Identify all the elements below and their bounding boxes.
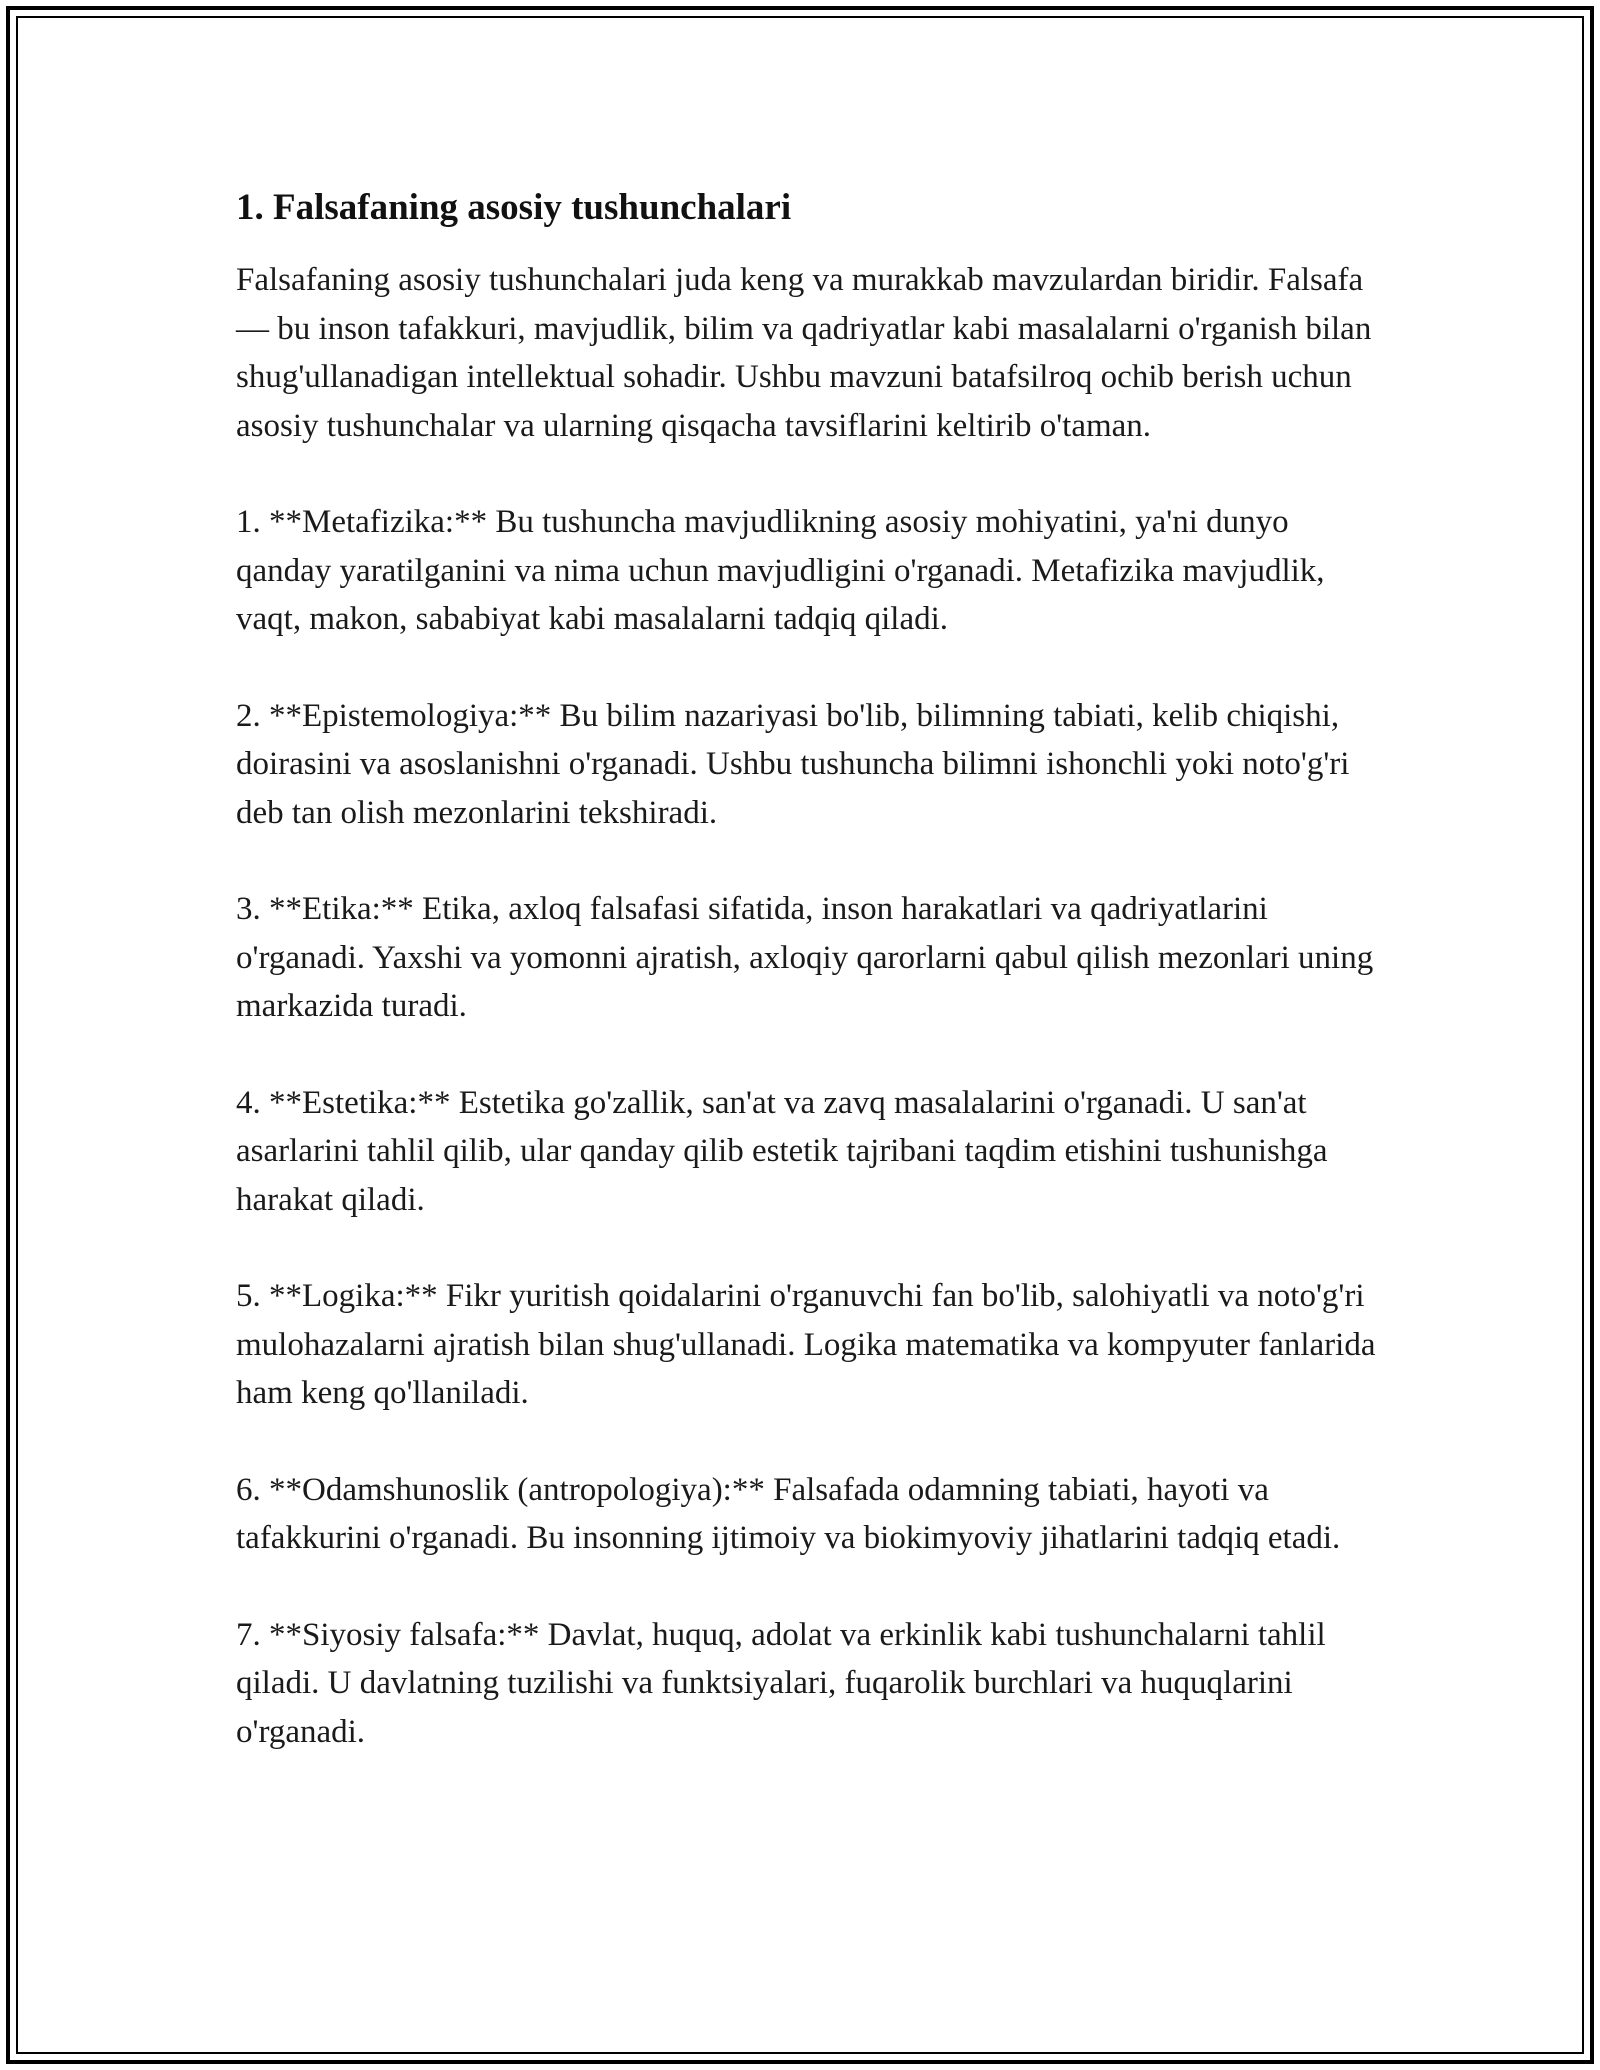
section-heading: 1. Falsafaning asosiy tushunchalari (236, 187, 792, 228)
intro-paragraph: Falsafaning asosiy tushunchalari juda keng va murakkab mavzulardan biridir. Falsafa — bu inson tafakkuri, mavjudlik, bilim va qadriyatlar kabi masalalarni o'rganish bilan shug'ullanadigan intellektual sohadir. Ushbu mavzuni batafsilroq ochib berish uchun asosiy tushunchalar va ularning qisqacha tavsiflarini keltirib o'taman. (236, 262, 1372, 444)
list-item-siyosiy-falsafa: 7. **Siyosiy falsafa:** Davlat, huquq, adolat va erkinlik kabi tushunchalarni tahlil qiladi. U davlatning tuzilishi va funktsiyalari, fuqarolik burchlari va huquqlarini o'rganadi. (236, 1616, 1326, 1750)
list-item-logika: 5. **Logika:** Fikr yuritish qoidalarini o'rganuvchi fan bo'lib, salohiyatli va noto'g'ri mulohazalarni ajratish bilan shug'ullanadi. Logika matematika va kompyuter fanlarida ham keng qo'llaniladi. (236, 1278, 1376, 1412)
list-item-metafizika: 1. **Metafizika:** Bu tushuncha mavjudlikning asosiy mohiyatini, ya'ni dunyo qanday yaratilganini va nima uchun mavjudligini o'rganadi. Metafizika mavjudlik, vaqt, makon, sababiyat kabi masalalarni tadqiq qiladi. (236, 504, 1325, 638)
list-item-odamshunoslik: 6. **Odamshunoslik (antropologiya):** Falsafada odamning tabiati, hayoti va tafakkurini o'rganadi. Bu insonning ijtimoiy va biokimyoviy jihatlarini tadqiq etadi. (236, 1471, 1341, 1557)
document-body (236, 186, 1376, 1804)
list-item-estetika: 4. **Estetika:** Estetika go'zallik, san'at va zavq masalalarini o'rganadi. U san'at asarlarini tahlil qilib, ular qanday qilib estetik tajribani taqdim etishini tushunishga harakat qiladi. (236, 1084, 1328, 1218)
list-item-etika: 3. **Etika:** Etika, axloq falsafasi sifatida, inson harakatlari va qadriyatlarini o'rganadi. Yaxshi va yomonni ajratish, axloqiy qarorlarni qabul qilish mezonlari uning markazida turadi. (236, 891, 1374, 1025)
list-item-epistemologiya: 2. **Epistemologiya:** Bu bilim nazariyasi bo'lib, bilimning tabiati, kelib chiqishi, doirasini va asoslanishni o'rganadi. Ushbu tushuncha bilimni ishonchli yoki noto'g'ri deb tan olish mezonlarini tekshiradi. (236, 697, 1350, 831)
